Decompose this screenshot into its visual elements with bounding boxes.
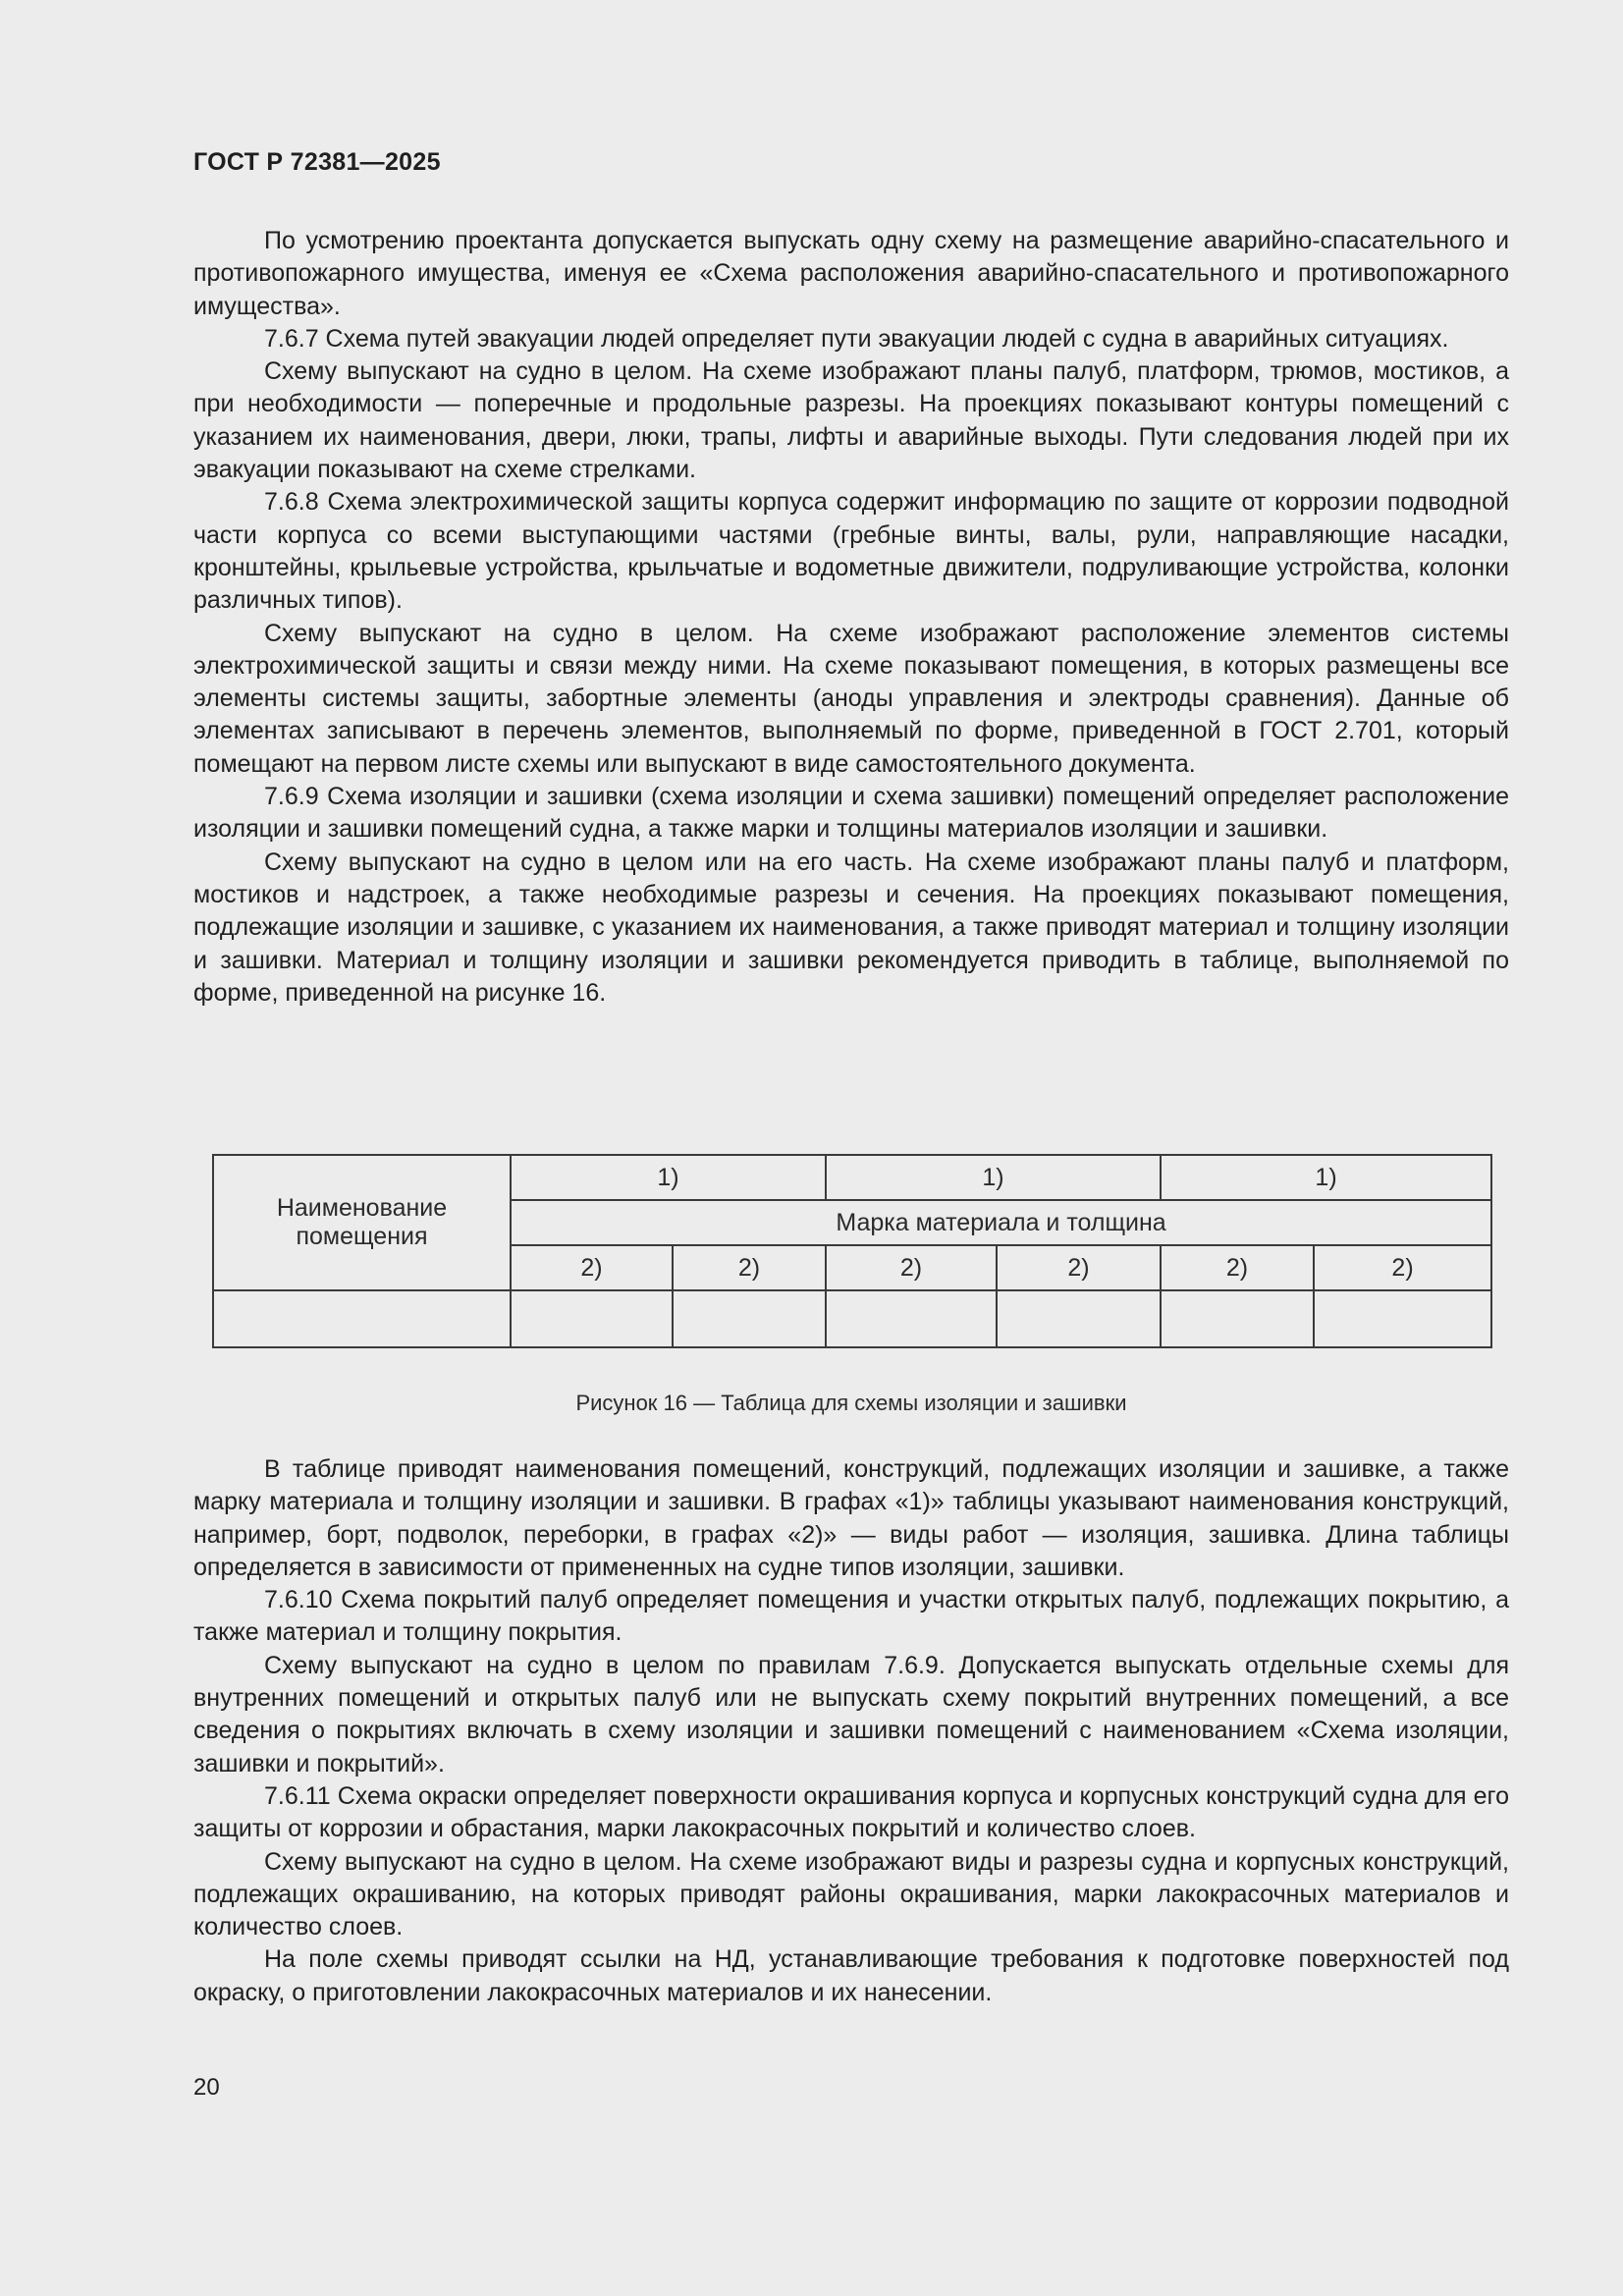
sub-header: 2) (1161, 1245, 1314, 1290)
paragraph: В таблице приводят наименования помещений, конструкций, подлежащих изоляции и зашивке, а также марку материала и толщину изоляции и зашивки. В графах «1)» таблицы указывают наименования конструкций, например, борт, подволок, переборки, в графах «2)» — виды работ — изоляция, зашивка. Длина таблицы определяется в зависимости от примененных на судне типов изоляции, зашивки. (193, 1455, 1509, 1581)
paragraph: Схему выпускают на судно в целом по правилам 7.6.9. Допускается выпускать отдельные схемы для внутренних помещений и открытых палуб или не выпускать схему покрытий внутренних помещений, а все сведения о покрытиях включать в схему изоляции и зашивки помещений с наименованием «Схема изоляции, зашивки и покрытий». (193, 1651, 1509, 1777)
paragraph: Схему выпускают на судно в целом. На схеме изображают расположение элементов системы электрохимической защиты и связи между ними. На схеме показывают помещения, в которых размещены все элементы системы защиты, забортные элементы (аноды управления и электроды сравнения). Данные об элементах записывают в перечень элементов, выполняемый по форме, приведенной в ГОСТ 2.701, который помещают на первом листе схемы или выпускают в виде самостоятельного документа. (193, 619, 1509, 778)
paragraph: Схему выпускают на судно в целом. На схеме изображают виды и разрезы судна и корпусных конструкций, подлежащих окрашиванию, на которых приводят районы окрашивания, марки лакокрасочных материалов и количество слоев. (193, 1847, 1509, 1941)
paragraph: 7.6.7 Схема путей эвакуации людей определяет пути эвакуации людей с судна в аварийных ситуациях. (264, 324, 1449, 353)
page-number: 20 (193, 2074, 220, 2101)
table-cell (673, 1290, 826, 1347)
table-cell (511, 1290, 673, 1347)
paragraph: На поле схемы приводят ссылки на НД, устанавливающие требования к подготовке поверхностей под окраску, о приготовлении лакокрасочных материалов и их нанесении. (193, 1945, 1509, 2006)
group-header: 1) (826, 1155, 1161, 1200)
table-cell (1314, 1290, 1491, 1347)
sub-header: 2) (997, 1245, 1161, 1290)
paragraph: Схему выпускают на судно в целом или на его часть. На схеме изображают планы палуб и платформ, мостиков и надстроек, а также необходимые разрезы и сечения. На проекциях показывают помещения, подлежащие изоляции и зашивке, с указанием их наименования, а также приводят материал и толщину изоляции и зашивки. Материал и толщину изоляции и зашивки рекомендуется приводить в таблице, выполняемой по форме, приведенной на рисунке 16. (193, 847, 1509, 1007)
paragraph: 7.6.8 Схема электрохимической защиты корпуса содержит информацию по защите от коррозии подводной части корпуса со всеми выступающими частями (гребные винты, валы, рули, направляющие насадки, кронштейны, крыльевые устройства, крыльчатые и водометные движители, подруливающие устройства, колонки различных типов). (193, 488, 1509, 615)
paragraph: 7.6.10 Схема покрытий палуб определяет помещения и участки открытых палуб, подлежащих покрытию, а также материал и толщину покрытия. (193, 1586, 1509, 1647)
body-text-top (193, 225, 1509, 1010)
figure-caption: Рисунок 16 — Таблица для схемы изоляции и зашивки (575, 1391, 1127, 1415)
insulation-table-figure (212, 1154, 1492, 1348)
paragraph: 7.6.9 Схема изоляции и зашивки (схема изоляции и схема зашивки) помещений определяет расположение изоляции и зашивки помещений судна, а также марки и толщины материалов изоляции и зашивки. (193, 783, 1509, 844)
sub-header: 2) (673, 1245, 826, 1290)
group-header: 1) (1161, 1155, 1491, 1200)
material-header: Марка материала и толщина (511, 1200, 1491, 1245)
sub-header: 2) (1314, 1245, 1491, 1290)
table-cell (1161, 1290, 1314, 1347)
paragraph: 7.6.11 Схема окраски определяет поверхности окрашивания корпуса и корпусных конструкций судна для его защиты от коррозии и обрастания, марки лакокрасочных покрытий и количество слоев. (193, 1781, 1509, 1843)
table-cell (826, 1290, 997, 1347)
body-text-bottom (193, 1453, 1509, 2009)
table-cell (997, 1290, 1161, 1347)
paragraph: Схему выпускают на судно в целом. На схеме изображают планы палуб, платформ, трюмов, мостиков, а при необходимости — поперечные и продольные разрезы. На проекциях показывают контуры помещений с указанием их наименования, двери, люки, трапы, лифты и аварийные выходы. Пути следования людей при их эвакуации показывают на схеме стрелками. (193, 357, 1509, 484)
paragraph: По усмотрению проектанта допускается выпускать одну схему на размещение аварийно-спасательного и противопожарного имущества, именуя ее «Схема расположения аварийно-спасательного и противопожарного имущества». (193, 227, 1509, 320)
room-name-header: Наименование помещения (213, 1155, 511, 1290)
document-header: ГОСТ Р 72381—2025 (193, 148, 441, 176)
sub-header: 2) (826, 1245, 997, 1290)
table-cell (213, 1290, 511, 1347)
group-header: 1) (511, 1155, 826, 1200)
sub-header: 2) (511, 1245, 673, 1290)
